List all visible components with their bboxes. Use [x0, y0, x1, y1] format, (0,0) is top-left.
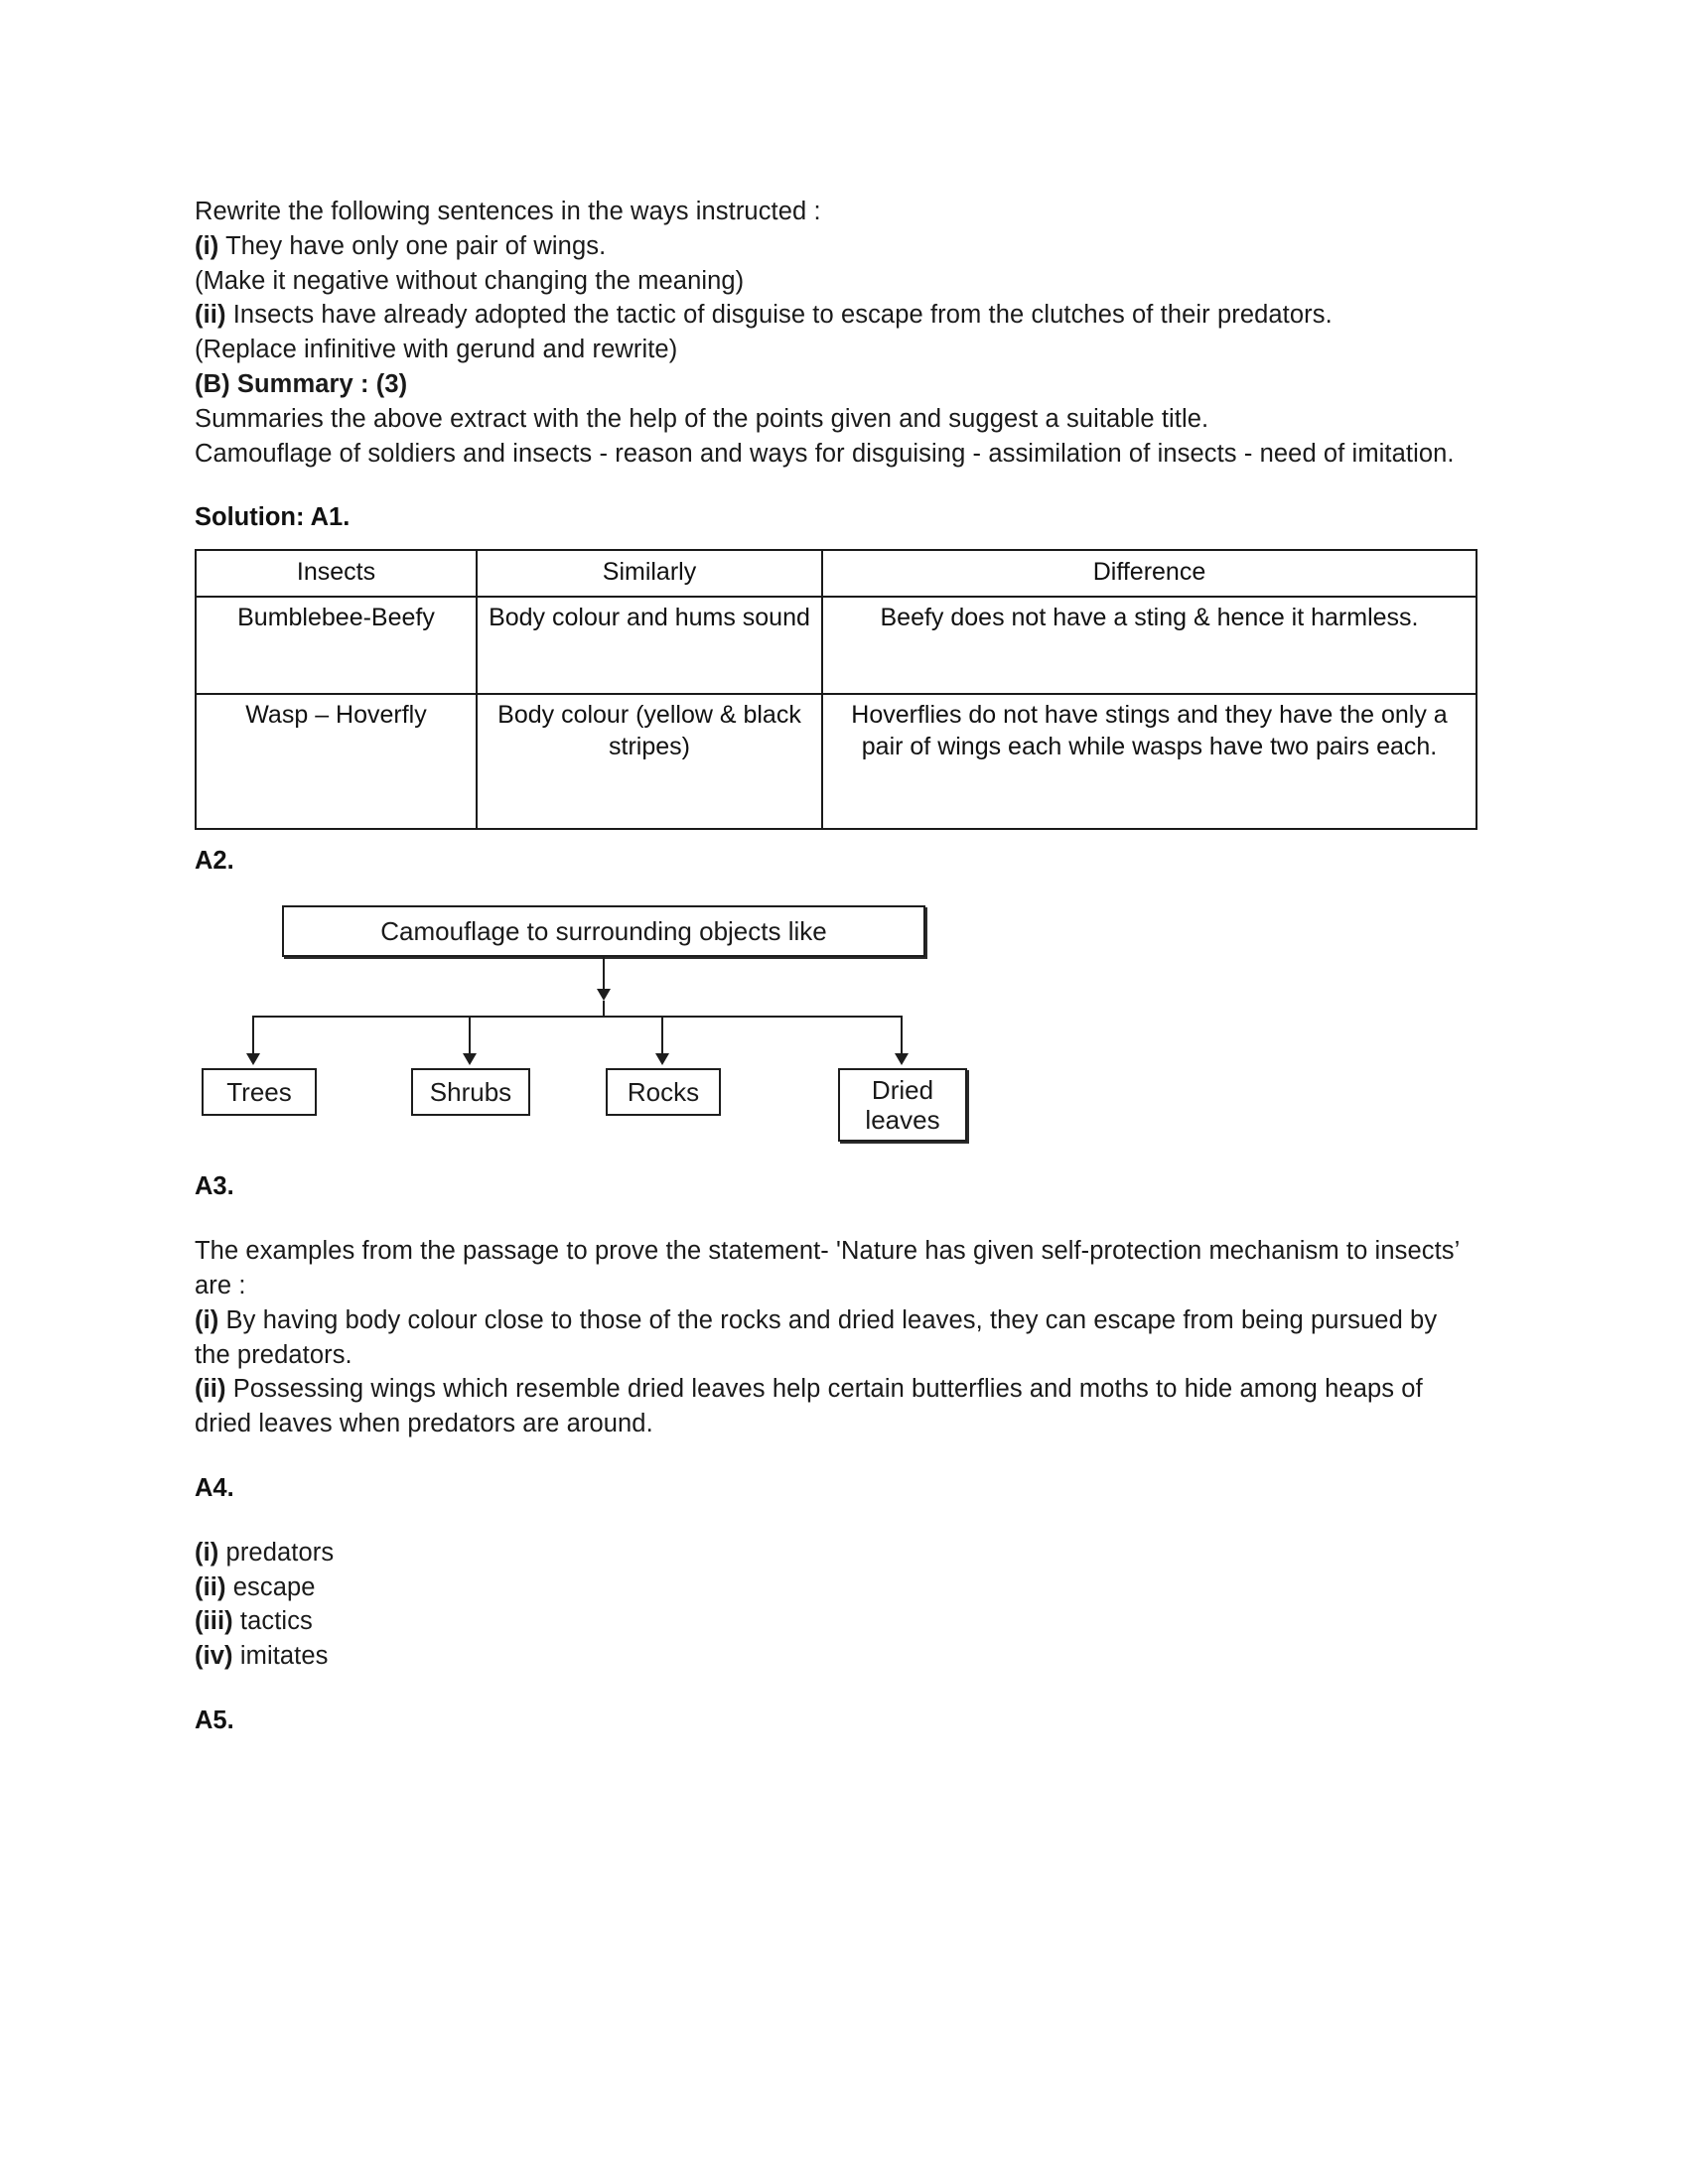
table-row [196, 597, 1477, 694]
table-cell-similarly: Body colour and hums sound [477, 597, 822, 694]
diagram-stem-line-lower [603, 1001, 605, 1017]
question-i-text: They have only one pair of wings. [218, 231, 607, 260]
spacer [195, 1204, 1476, 1234]
summary-heading: (B) Summary : (3) [195, 369, 408, 398]
table-header-difference: Difference [822, 550, 1477, 597]
solution-a4-item-iv-text: imitates [232, 1642, 329, 1671]
solution-a3-point-ii-text: Possessing wings which resemble dried leaves help certain butterflies and moths to hide among heaps of dried leaves when predators are around. [195, 1375, 1423, 1438]
list-item [195, 1570, 1476, 1605]
solution-a4-item-i-marker: (i) [195, 1538, 219, 1567]
spacer [195, 535, 1476, 549]
camouflage-flow-diagram [195, 878, 1476, 1136]
solution-a3-intro: The examples from the passage to prove the statement- 'Nature has given self-protection mechanism to insects’ are : [195, 1237, 1460, 1300]
table-cell-insects: Wasp – Hoverfly [196, 694, 477, 829]
diagram-root-label: Camouflage to surrounding objects like [380, 916, 827, 947]
diagram-branch-arrow-rocks-icon [655, 1053, 669, 1065]
solution-a5-heading: A5. [195, 1706, 234, 1735]
diagram-child-box-trees [202, 1068, 317, 1116]
diagram-child-label-trees: Trees [226, 1077, 292, 1108]
table-row [196, 694, 1477, 829]
solution-a1-heading: Solution: A1. [195, 503, 351, 532]
diagram-branch-arrow-dried-leaves-icon [895, 1053, 909, 1065]
question-i [195, 229, 1476, 264]
diagram-bus-line [252, 1016, 902, 1018]
diagram-stem-arrow-icon [597, 989, 611, 1001]
summary-instruction: Summaries the above extract with the help of the points given and suggest a suitable title. [195, 404, 1209, 433]
spacer [195, 830, 1476, 844]
document-content [195, 195, 1476, 1738]
diagram-root-box [282, 905, 925, 957]
solution-a3-point-ii-marker: (ii) [195, 1375, 226, 1404]
question-i-instruction: (Make it negative without changing the meaning) [195, 266, 745, 295]
table-cell-difference: Hoverflies do not have stings and they have the only a pair of wings each while wasps have two pairs each. [822, 694, 1477, 829]
diagram-child-box-dried-leaves [838, 1068, 967, 1142]
question-ii-text: Insects have already adopted the tactic of disguise to escape from the clutches of their predators. [225, 301, 1333, 330]
solution-a4-heading: A4. [195, 1474, 234, 1503]
comparison-table [195, 549, 1477, 830]
solution-a3-point-i-text: By having body colour close to those of the rocks and dried leaves, they can escape from being pursued by the predators. [195, 1305, 1438, 1369]
spacer [195, 1506, 1476, 1536]
spacer [195, 1126, 1476, 1169]
solution-a4-item-iii-text: tactics [232, 1607, 313, 1636]
solution-a3-point-i [195, 1303, 1476, 1373]
question-ii-marker: (ii) [195, 301, 226, 330]
solution-a3-point-i-marker: (i) [195, 1305, 219, 1334]
solution-a4-item-i-text: predators [218, 1538, 335, 1567]
diagram-child-label-shrubs: Shrubs [429, 1077, 512, 1108]
list-item [195, 1639, 1476, 1674]
table-cell-difference: Beefy does not have a sting & hence it harmless. [822, 597, 1477, 694]
list-item [195, 1536, 1476, 1570]
diagram-child-label-dried-leaves: Dried leaves [865, 1074, 940, 1136]
summary-points: Camouflage of soldiers and insects - reason and ways for disguising - assimilation of insects - need of imitation. [195, 439, 1455, 468]
spacer [195, 1441, 1476, 1471]
solution-a3-heading: A3. [195, 1172, 234, 1201]
diagram-child-box-rocks [606, 1068, 721, 1116]
spacer [195, 1674, 1476, 1704]
list-item [195, 1604, 1476, 1639]
question-i-marker: (i) [195, 231, 219, 260]
table-cell-insects: Bumblebee-Beefy [196, 597, 477, 694]
solution-a4-item-ii-marker: (ii) [195, 1572, 226, 1601]
solution-a2-heading: A2. [195, 846, 234, 875]
table-header-similarly: Similarly [477, 550, 822, 597]
solution-a4-item-iii-marker: (iii) [195, 1607, 233, 1636]
table-header-row [196, 550, 1477, 597]
table-header-insects: Insects [196, 550, 477, 597]
table-cell-similarly: Body colour (yellow & black stripes) [477, 694, 822, 829]
instruction-line: Rewrite the following sentences in the ways instructed : [195, 198, 821, 225]
solution-a3-point-ii [195, 1372, 1476, 1441]
spacer [195, 471, 1476, 500]
diagram-child-box-shrubs [411, 1068, 530, 1116]
diagram-branch-arrow-shrubs-icon [463, 1053, 477, 1065]
solution-a4-item-iv-marker: (iv) [195, 1642, 233, 1671]
question-ii-instruction: (Replace infinitive with gerund and rewrite) [195, 336, 678, 364]
diagram-branch-arrow-trees-icon [246, 1053, 260, 1065]
diagram-child-label-rocks: Rocks [627, 1077, 700, 1108]
solution-a4-item-ii-text: escape [225, 1572, 316, 1601]
question-ii [195, 298, 1476, 333]
